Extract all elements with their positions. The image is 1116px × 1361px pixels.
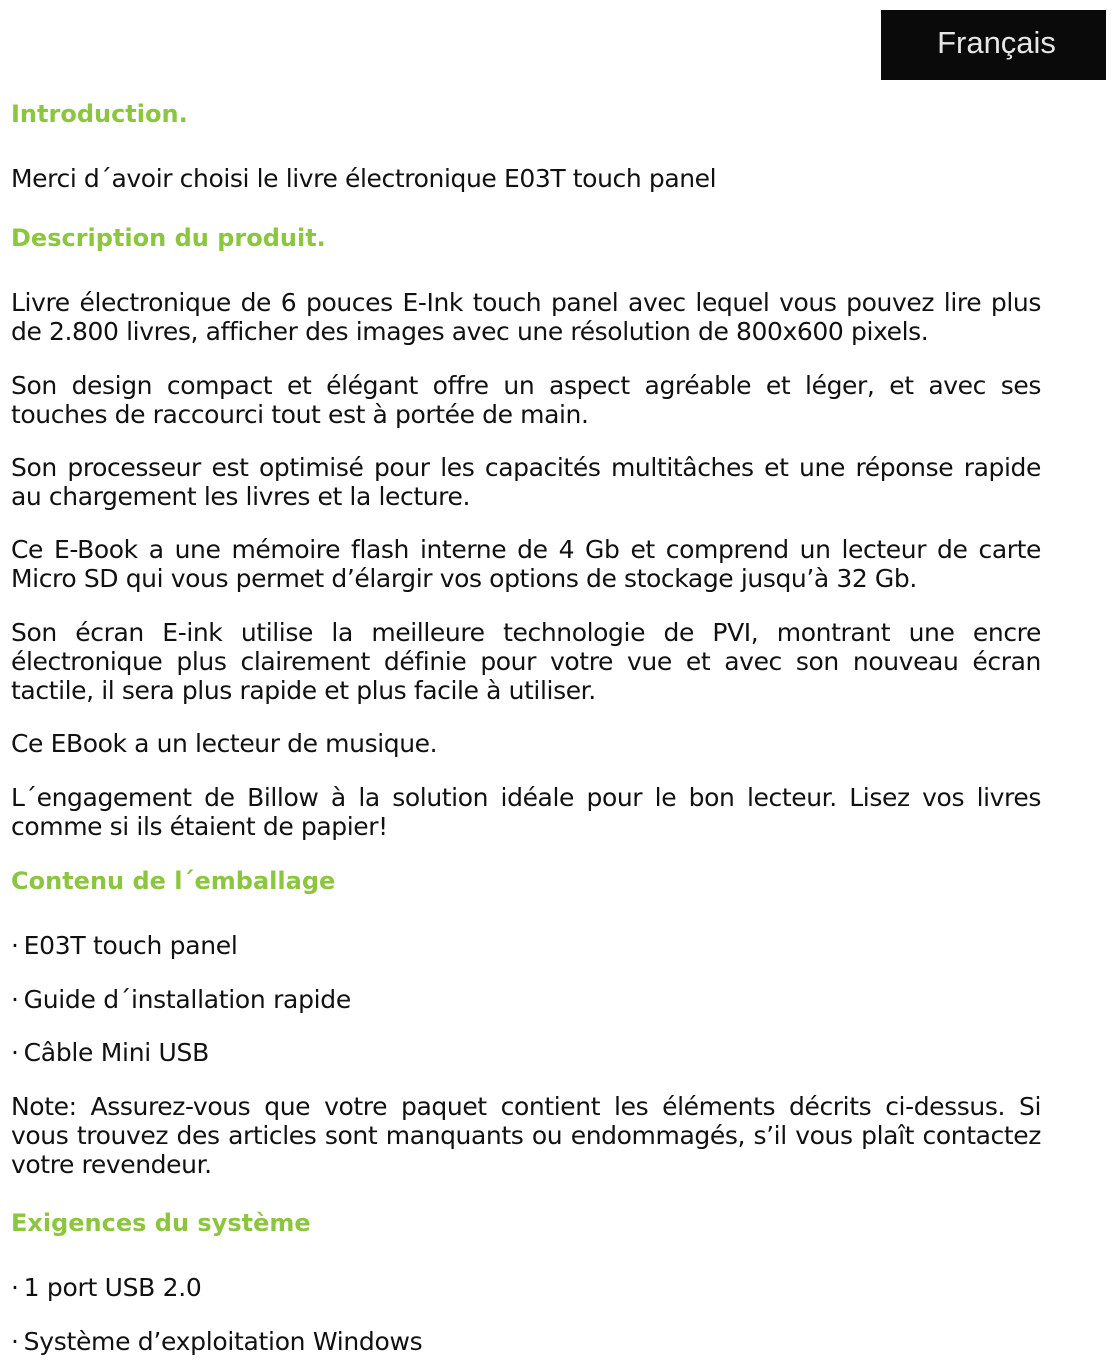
package-list-item: · Câble Mini USB <box>11 1038 209 1067</box>
bullet-icon: · <box>11 1273 19 1302</box>
description-heading: Description du produit. <box>11 224 326 252</box>
description-paragraph: Son écran E-ink utilise la meilleure technologie de PVI, montrant une encre électronique plus clairement définie pour votre vue et avec son nouveau écran tactile, il sera plus rapide et plus facile à utiliser. <box>11 618 1041 705</box>
package-heading: Contenu de l´emballage <box>11 867 336 895</box>
package-list-item: · E03T touch panel <box>11 931 238 960</box>
package-note: Note: Assurez-vous que votre paquet contient les éléments décrits ci-dessus. Si vous trouvez des articles sont manquants ou endommagés, s’il vous plaît contactez votre revendeur. <box>11 1092 1041 1179</box>
description-paragraph: Ce E-Book a une mémoire flash interne de 4 Gb et comprend un lecteur de carte Micro SD qui vous permet d’élargir vos options de stockage jusqu’à 32 Gb. <box>11 535 1041 593</box>
bullet-icon: · <box>11 1038 19 1067</box>
bullet-icon: · <box>11 1327 19 1356</box>
intro-text: Merci d´avoir choisi le livre électronique E03T touch panel <box>11 164 717 193</box>
requirements-list-item: · 1 port USB 2.0 <box>11 1273 202 1302</box>
description-paragraph: Son processeur est optimisé pour les capacités multitâches et une réponse rapide au chargement les livres et la lecture. <box>11 453 1041 511</box>
requirements-list-item: · Système d’exploitation Windows <box>11 1327 423 1356</box>
description-paragraph: Ce EBook a un lecteur de musique. <box>11 729 438 758</box>
description-paragraph: L´engagement de Billow à la solution idéale pour le bon lecteur. Lisez vos livres comme si ils étaient de papier! <box>11 783 1041 841</box>
bullet-icon: · <box>11 985 19 1014</box>
package-list-item: · Guide d´installation rapide <box>11 985 351 1014</box>
description-paragraph: Son design compact et élégant offre un aspect agréable et léger, et avec ses touches de raccourci tout est à portée de main. <box>11 371 1041 429</box>
bullet-icon: · <box>11 931 19 960</box>
intro-heading: Introduction. <box>11 100 188 128</box>
requirements-heading: Exigences du système <box>11 1209 311 1237</box>
language-tab[interactable]: Français <box>881 10 1106 80</box>
description-paragraph: Livre électronique de 6 pouces E-Ink touch panel avec lequel vous pouvez lire plus de 2.800 livres, afficher des images avec une résolution de 800x600 pixels. <box>11 288 1041 346</box>
